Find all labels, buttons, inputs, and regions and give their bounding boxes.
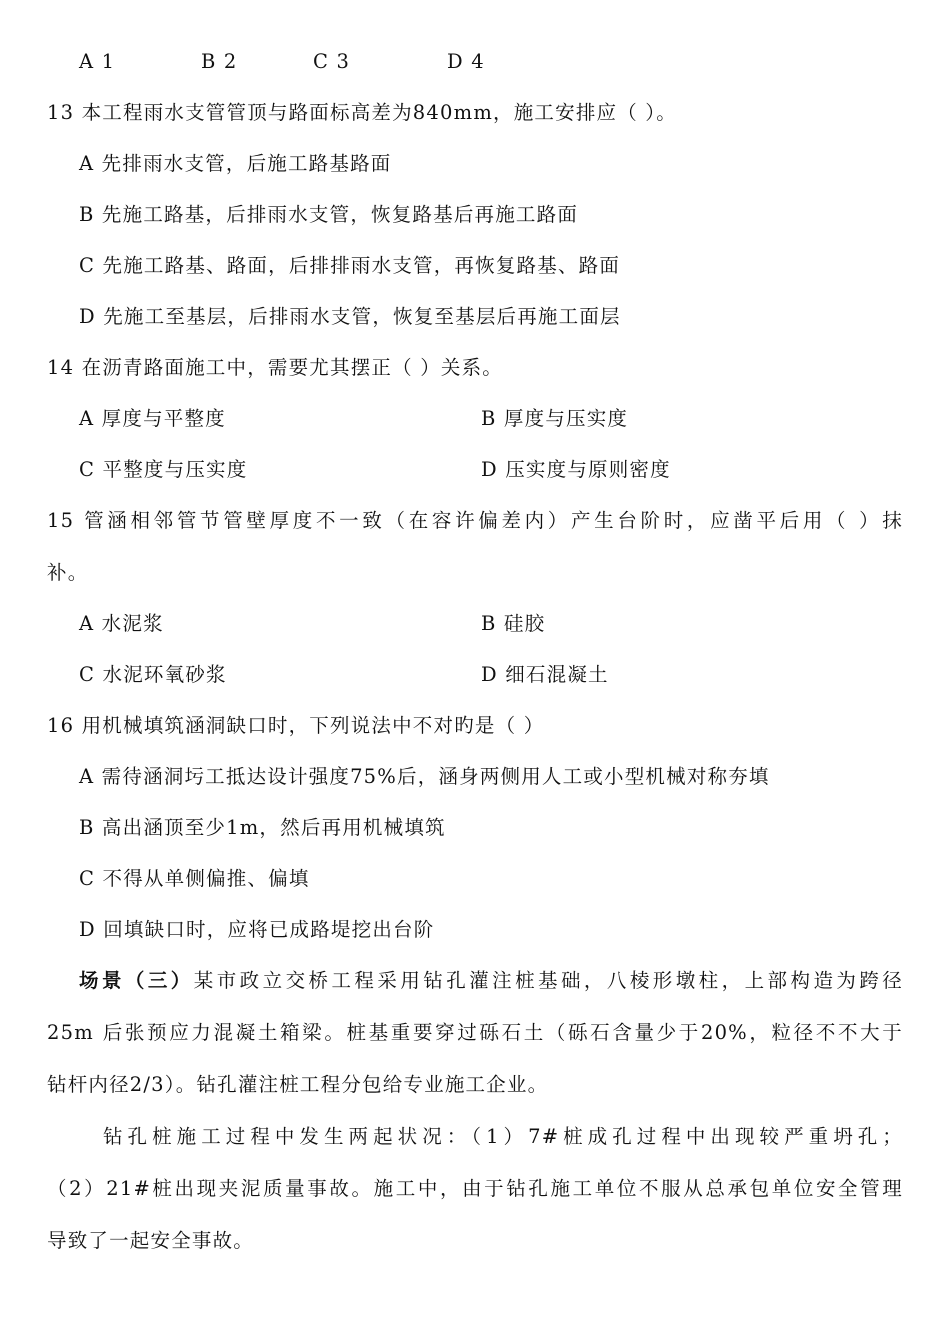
option-a: A 1 <box>79 50 116 73</box>
question-16-stem: 16 用机械填筑涵洞缺口时，下列说法中不对旳是（ ） <box>47 714 545 737</box>
scene-3-heading: 场景（三） <box>79 969 194 992</box>
option-c: C 3 <box>313 50 351 73</box>
question-16-option-a: A 需待涵洞圬工抵达设计强度75%后，涵身两侧用人工或小型机械对称夯填 <box>79 765 770 788</box>
question-15-option-d: D 细石混凝土 <box>481 663 609 686</box>
question-14-option-d: D 压实度与原则密度 <box>481 458 671 481</box>
scene-3-line-2: 25m 后张预应力混凝土箱梁。桩基重要穿过砾石土（砾石含量少于20%，粒径不不大于 <box>47 1021 903 1044</box>
scene-3-line-1 <box>79 967 903 995</box>
scene-3-line-1-text: 某市政立交桥工程采用钻孔灌注桩基础，八棱形墩柱，上部构造为跨径 <box>193 969 903 992</box>
question-13-option-a: A 先排雨水支管，后施工路基路面 <box>79 152 392 175</box>
question-13-option-b: B 先施工路基，后排雨水支管，恢复路基后再施工路面 <box>79 203 579 226</box>
question-15-stem-line1: 15 管涵相邻管节管壁厚度不一致（在容许偏差内）产生台阶时，应凿平后用（ ）抹 <box>47 509 903 532</box>
option-b: B 2 <box>201 50 238 73</box>
scene-3-para-2-line-2: （2）21#桩出现夹泥质量事故。施工中，由于钻孔施工单位不服从总承包单位安全管理 <box>47 1177 903 1200</box>
option-d: D 4 <box>447 50 485 73</box>
scene-3-para-2-line-3: 导致了一起安全事故。 <box>47 1229 255 1252</box>
prev-question-options <box>79 48 485 76</box>
scene-3-para-2-line-1: 钻孔桩施工过程中发生两起状况：（1）7#桩成孔过程中出现较严重坍孔； <box>103 1125 903 1148</box>
question-13-stem: 13 本工程雨水支管管顶与路面标高差为840mm，施工安排应（ ）。 <box>47 101 677 124</box>
question-15-option-a: A 水泥浆 <box>79 612 164 635</box>
question-16-option-b: B 高出涵顶至少1m，然后再用机械填筑 <box>79 816 446 839</box>
scene-3-line-3: 钻杆内径2/3）。钻孔灌注桩工程分包给专业施工企业。 <box>47 1073 549 1096</box>
question-14-option-b: B 厚度与压实度 <box>481 407 629 430</box>
question-16-option-d: D 回填缺口时，应将已成路堤挖出台阶 <box>79 918 435 941</box>
question-13-option-c: C 先施工路基、路面，后排排雨水支管，再恢复路基、路面 <box>79 254 621 277</box>
question-14-stem: 14 在沥青路面施工中，需要尤其摆正（ ）关系。 <box>47 356 504 379</box>
question-15-stem <box>47 507 903 535</box>
question-14-option-a: A 厚度与平整度 <box>79 407 226 430</box>
question-15-option-b: B 硅胶 <box>481 612 546 635</box>
question-13-option-d: D 先施工至基层，后排雨水支管，恢复至基层后再施工面层 <box>79 305 621 328</box>
question-15-option-c: C 水泥环氧砂浆 <box>79 663 227 686</box>
question-16-option-c: C 不得从单侧偏推、偏填 <box>79 867 310 890</box>
question-14-option-c: C 平整度与压实度 <box>79 458 248 481</box>
question-15-stem-line2: 补。 <box>47 561 89 584</box>
